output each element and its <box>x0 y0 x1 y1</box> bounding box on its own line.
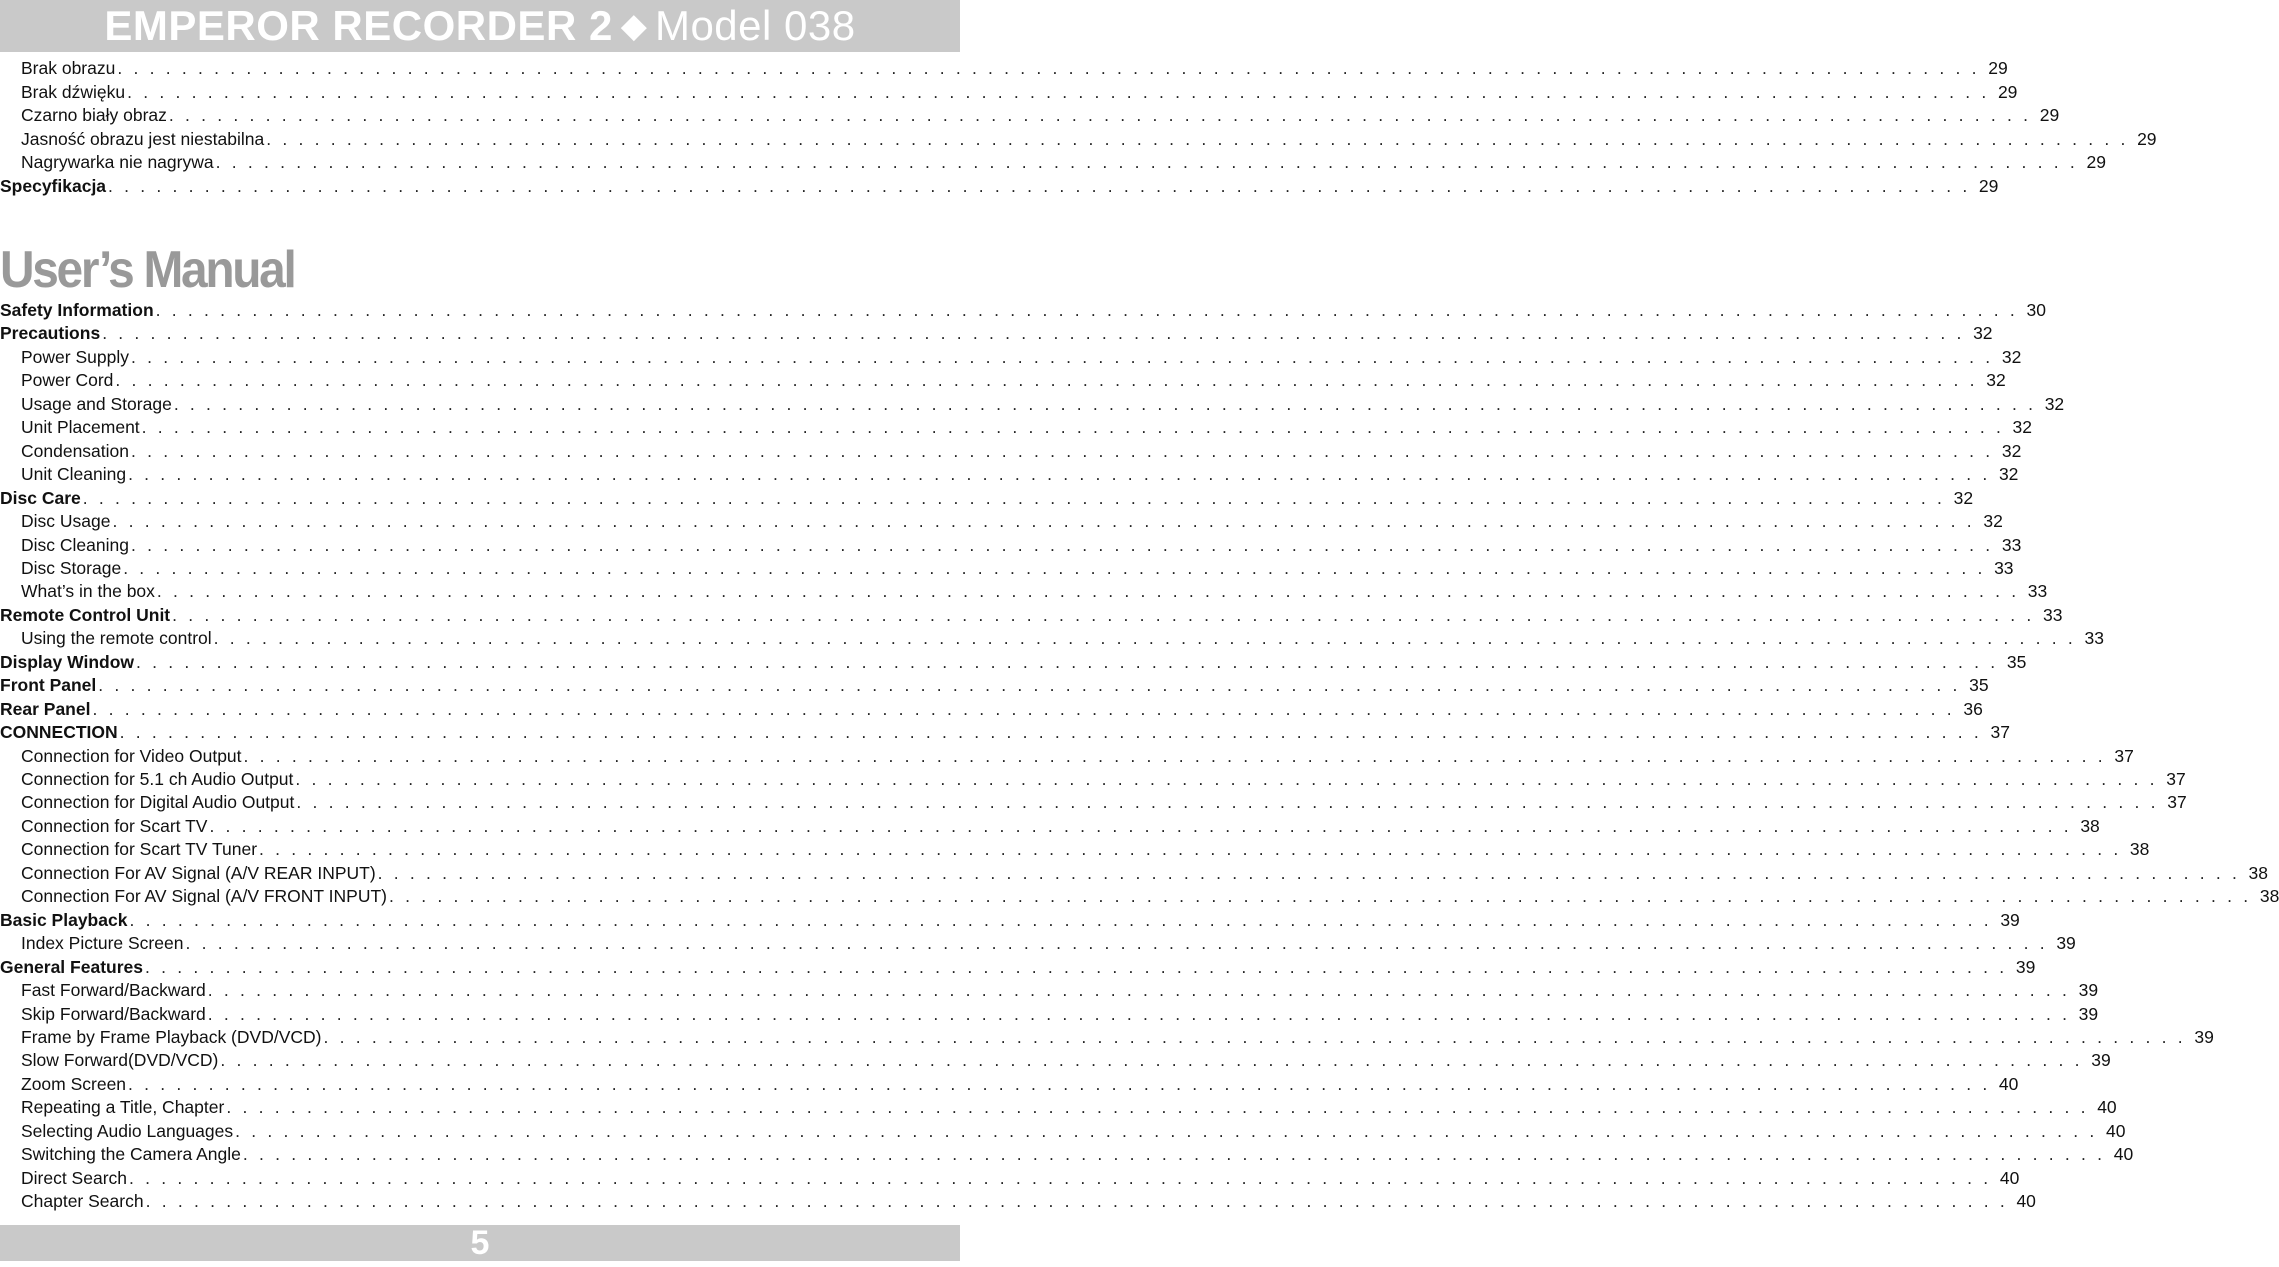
toc-entry-page: 33 <box>2043 604 2063 625</box>
header-title <box>0 3 960 52</box>
model-name: Model 038 <box>654 2 856 49</box>
toc-entry[interactable] <box>0 627 2104 650</box>
toc-entry-label: Brak obrazu <box>21 58 116 78</box>
toc-entry-label: Using the remote control <box>21 628 212 649</box>
toc-entry-label: Disc Usage <box>21 511 111 532</box>
toc-entry[interactable] <box>0 932 2076 955</box>
toc-entry-page: 33 <box>2084 628 2104 649</box>
toc-entry-label: Nagrywarka nie nagrywa <box>21 152 214 172</box>
dot-leader: . . . . . . . . . . . . . . . . . . . . . . . . . . . . . . . . . . . . . . . . . . . . . . . . . . . . . . . . . . . . . . . . . . . . . . . . . . . . . . . . . . . . . . . . . . . . . . . . . . . . . . . . . . . . . . . . . . . . <box>98 675 1961 696</box>
toc-entry[interactable] <box>0 487 1974 510</box>
dot-leader: . . . . . . . . . . . . . . . . . . . . . . . . . . . . . . . . . . . . . . . . . . . . . . . . . . . . . . . . . . . . . . . . . . . . . . . . . . . . . . . . . . . . . . . . . . . . . . . . . . . . . . . . . . . . . . . . . . . . <box>128 1073 1991 1094</box>
toc-entry-label: Front Panel <box>0 675 97 696</box>
toc-entry[interactable] <box>0 1073 2019 1096</box>
toc-entry[interactable] <box>0 1143 2134 1166</box>
toc-entry-label: Power Cord <box>21 370 114 391</box>
toc-entry-page: 29 <box>2086 152 2106 172</box>
toc-entry-label: Direct Search <box>21 1167 128 1188</box>
dot-leader: . . . . . . . . . . . . . . . . . . . . . . . . . . . . . . . . . . . . . . . . . . . . . . . . . . . . . . . . . . . . . . . . . . . . . . . . . . . . . . . . . . . . . . . . . . . . . . . . . . . . . . . . . . . . . . . . . . . . <box>173 393 2037 414</box>
dot-leader: . . . . . . . . . . . . . . . . . . . . . . . . . . . . . . . . . . . . . . . . . . . . . . . . . . . . . . . . . . . . . . . . . . . . . . . . . . . . . . . . . . . . . . . . . . . . . . . . . . . . . . . . . . . . . . . . . . . . <box>145 1191 2008 1212</box>
toc-entry-label: Unit Cleaning <box>21 464 127 485</box>
toc-entry-page: 33 <box>2027 581 2048 602</box>
dot-leader: . . . . . . . . . . . . . . . . . . . . . . . . . . . . . . . . . . . . . . . . . . . . . . . . . . . . . . . . . . . . . . . . . . . . . . . . . . . . . . . . . . . . . . . . . . . . . . . . . . . . . . . . . . . . . . . . . . . . <box>209 815 2072 836</box>
dot-leader: . . . . . . . . . . . . . . . . . . . . . . . . . . . . . . . . . . . . . . . . . . . . . . . . . . . . . . . . . . . . . . . . . . . . . . . . . . . . . . . . . . . . . . . . . . . . . . . . . . . . . . . . . . . . . . . . . . . . <box>242 1144 2106 1165</box>
toc-entry-page: 33 <box>1994 557 2014 578</box>
toc-entry-label: Connection for Scart TV <box>21 815 208 836</box>
toc-entry-label: Connection for Scart TV Tuner <box>21 839 258 860</box>
dot-leader: . . . . . . . . . . . . . . . . . . . . . . . . . . . . . . . . . . . . . . . . . . . . . . . . . . . . . . . . . . . . . . . . . . . . . . . . . . . . . . . . . . . . . . . . . . . . . . . . . . . . . . . . . . . . . . . . . . . . <box>220 1050 2083 1071</box>
dot-leader: . . . . . . . . . . . . . . . . . . . . . . . . . . . . . . . . . . . . . . . . . . . . . . . . . . . . . . . . . . . . . . . . . . . . . . . . . . . . . . . . . . . . . . . . . . . . . . . . . . . . . . . . . . . . . . . . . . . . <box>123 557 1986 578</box>
toc-entry-label: Remote Control Unit <box>0 604 171 625</box>
toc-entry[interactable] <box>0 1003 2099 1026</box>
toc-entry-page: 32 <box>2044 393 2065 414</box>
toc-entry[interactable] <box>0 81 2018 104</box>
dot-leader: . . . . . . . . . . . . . . . . . . . . . . . . . . . . . . . . . . . . . . . . . . . . . . . . . . . . . . . . . . . . . . . . . . . . . . . . . . . . . . . . . . . . . . . . . . . . . . . . . . . . . . . . . . . . . . . . . . . . <box>172 604 2035 625</box>
dot-leader: . . . . . . . . . . . . . . . . . . . . . . . . . . . . . . . . . . . . . . . . . . . . . . . . . . . . . . . . . . . . . . . . . . . . . . . . . . . . . . . . . . . . . . . . . . . . . . . . . . . . . . . . . . . . . . . . . . . . <box>168 105 2032 125</box>
dot-leader: . . . . . . . . . . . . . . . . . . . . . . . . . . . . . . . . . . . . . . . . . . . . . . . . . . . . . . . . . . . . . . . . . . . . . . . . . . . . . . . . . . . . . . . . . . . . . . . . . . . . . . . . . . . . . . . . . . . . <box>129 909 1992 930</box>
toc-entry[interactable] <box>0 885 2279 908</box>
toc-entry-page: 37 <box>2114 745 2134 766</box>
toc-entry-label: Repeating a Title, Chapter <box>21 1097 225 1118</box>
toc-entry-label: What’s in the box <box>21 581 155 602</box>
toc-entry[interactable] <box>0 463 2019 486</box>
dot-leader: . . . . . . . . . . . . . . . . . . . . . . . . . . . . . . . . . . . . . . . . . . . . . . . . . . . . . . . . . . . . . . . . . . . . . . . . . . . . . . . . . . . . . . . . . . . . . . . . . . . . . . . . . . . . . . . . . . . . <box>130 534 1994 555</box>
toc-entry-label: Skip Forward/Backward <box>21 1003 206 1024</box>
toc-entry-page: 40 <box>2106 1120 2126 1141</box>
toc-entry[interactable] <box>0 604 2063 627</box>
dot-leader: . . . . . . . . . . . . . . . . . . . . . . . . . . . . . . . . . . . . . . . . . . . . . . . . . . . . . . . . . . . . . . . . . . . . . . . . . . . . . . . . . . . . . . . . . . . . . . . . . . . . . . . . . . . . . . . . . . . . <box>185 933 2048 954</box>
toc-entry[interactable] <box>0 956 2036 979</box>
toc-entry[interactable] <box>0 1167 2020 1190</box>
dot-leader: . . . . . . . . . . . . . . . . . . . . . . . . . . . . . . . . . . . . . . . . . . . . . . . . . . . . . . . . . . . . . . . . . . . . . . . . . . . . . . . . . . . . . . . . . . . . . . . . . . . . . . . . . . . . . . . . . . . . <box>141 417 2005 438</box>
dot-leader: . . . . . . . . . . . . . . . . . . . . . . . . . . . . . . . . . . . . . . . . . . . . . . . . . . . . . . . . . . . . . . . . . . . . . . . . . . . . . . . . . . . . . . . . . . . . . . . . . . . . . . . . . . . . . . . . . . . . <box>102 323 1965 344</box>
page-footer <box>0 1225 960 1261</box>
toc-entry-label: Safety Information <box>0 300 154 320</box>
toc-entry[interactable] <box>0 745 2134 768</box>
toc-entry-page: 37 <box>1990 722 2010 743</box>
toc-entry[interactable] <box>0 862 2269 885</box>
toc-entry-page: 40 <box>1998 1073 2019 1094</box>
toc-entry-page: 36 <box>1963 698 1983 719</box>
toc-entry[interactable] <box>0 104 2060 127</box>
toc-entry-label: Chapter Search <box>21 1191 144 1212</box>
toc-entry-label: Connection for Video Output <box>21 745 242 766</box>
dot-leader: . . . . . . . . . . . . . . . . . . . . . . . . . . . . . . . . . . . . . . . . . . . . . . . . . . . . . . . . . . . . . . . . . . . . . . . . . . . . . . . . . . . . . . . . . . . . . . . . . . . . . . . . . . . . . . . . . . . . <box>108 175 1971 196</box>
toc-entry-page: 29 <box>1997 81 2018 102</box>
dot-leader: . . . . . . . . . . . . . . . . . . . . . . . . . . . . . . . . . . . . . . . . . . . . . . . . . . . . . . . . . . . . . . . . . . . . . . . . . . . . . . . . . . . . . . . . . . . . . . . . . . . . . . . . . . . . . . . . . . . . <box>207 1003 2071 1024</box>
toc-entry-page: 39 <box>2194 1026 2214 1047</box>
toc-entry-page: 39 <box>2000 909 2020 930</box>
toc-entry-page: 38 <box>2259 886 2279 907</box>
toc-entry-page: 32 <box>2012 417 2033 438</box>
dot-leader: . . . . . . . . . . . . . . . . . . . . . . . . . . . . . . . . . . . . . . . . . . . . . . . . . . . . . . . . . . . . . . . . . . . . . . . . . . . . . . . . . . . . . . . . . . . . . . . . . . . . . . . . . . . . . . . . . . . . <box>323 1026 2186 1047</box>
toc-entry-page: 39 <box>2078 1003 2099 1024</box>
toc-entry-page: 40 <box>2097 1097 2117 1118</box>
dot-leader: . . . . . . . . . . . . . . . . . . . . . . . . . . . . . . . . . . . . . . . . . . . . . . . . . . . . . . . . . . . . . . . . . . . . . . . . . . . . . . . . . . . . . . . . . . . . . . . . . . . . . . . . . . . . . . . . . . . . <box>389 886 2252 907</box>
toc-entry[interactable] <box>0 838 2150 861</box>
toc-entry-label: Specyfikacja <box>0 175 107 196</box>
dot-leader: . . . . . . . . . . . . . . . . . . . . . . . . . . . . . . . . . . . . . . . . . . . . . . . . . . . . . . . . . . . . . . . . . . . . . . . . . . . . . . . . . . . . . . . . . . . . . . . . . . . . . . . . . . . . . . . . . . . . <box>92 698 1955 719</box>
toc-entry-page: 40 <box>1999 1167 2020 1188</box>
toc-entry-label: Brak dźwięku <box>21 81 126 102</box>
toc-entry[interactable] <box>0 175 1999 198</box>
dot-leader: . . . . . . . . . . . . . . . . . . . . . . . . . . . . . . . . . . . . . . . . . . . . . . . . . . . . . . . . . . . . . . . . . . . . . . . . . . . . . . . . . . . . . . . . . . . . . . . . . . . . . . . . . . . . . . . . . . . . <box>295 769 2158 789</box>
dot-leader: . . . . . . . . . . . . . . . . . . . . . . . . . . . . . . . . . . . . . . . . . . . . . . . . . . . . . . . . . . . . . . . . . . . . . . . . . . . . . . . . . . . . . . . . . . . . . . . . . . . . . . . . . . . . . . . . . . . . <box>215 152 2078 172</box>
toc-entry-page: 29 <box>1988 58 2008 78</box>
toc-entry-label: Zoom Screen <box>21 1073 127 1094</box>
dot-leader: . . . . . . . . . . . . . . . . . . . . . . . . . . . . . . . . . . . . . . . . . . . . . . . . . . . . . . . . . . . . . . . . . . . . . . . . . . . . . . . . . . . . . . . . . . . . . . . . . . . . . . . . . . . . . . . . . . . . <box>117 58 1980 78</box>
toc-entry-page: 30 <box>2026 300 2046 320</box>
toc-entry-page: 29 <box>1978 175 1999 196</box>
toc-entry-page: 39 <box>2078 980 2099 1001</box>
toc-entry-label: Disc Storage <box>21 557 122 578</box>
toc-entry[interactable] <box>0 299 2046 322</box>
toc-entry[interactable] <box>0 1120 2126 1143</box>
toc-entry-page: 32 <box>1953 487 1974 508</box>
toc-entry[interactable] <box>0 57 2008 80</box>
toc-entry[interactable] <box>0 1096 2117 1119</box>
toc-entry-label: Usage and Storage <box>21 393 172 414</box>
toc-entry[interactable] <box>0 557 2014 580</box>
dot-leader: . . . . . . . . . . . . . . . . . . . . . . . . . . . . . . . . . . . . . . . . . . . . . . . . . . . . . . . . . . . . . . . . . . . . . . . . . . . . . . . . . . . . . . . . . . . . . . . . . . . . . . . . . . . . . . . . . . . . <box>130 346 1994 367</box>
dot-leader: . . . . . . . . . . . . . . . . . . . . . . . . . . . . . . . . . . . . . . . . . . . . . . . . . . . . . . . . . . . . . . . . . . . . . . . . . . . . . . . . . . . . . . . . . . . . . . . . . . . . . . . . . . . . . . . . . . . . <box>259 839 2122 860</box>
toc-entry-label: CONNECTION <box>0 722 118 743</box>
dot-leader: . . . . . . . . . . . . . . . . . . . . . . . . . . . . . . . . . . . . . . . . . . . . . . . . . . . . . . . . . . . . . . . . . . . . . . . . . . . . . . . . . . . . . . . . . . . . . . . . . . . . . . . . . . . . . . . . . . . . <box>115 370 1978 391</box>
dot-leader: . . . . . . . . . . . . . . . . . . . . . . . . . . . . . . . . . . . . . . . . . . . . . . . . . . . . . . . . . . . . . . . . . . . . . . . . . . . . . . . . . . . . . . . . . . . . . . . . . . . . . . . . . . . . . . . . . . . . <box>155 300 2018 320</box>
page-number: 5 <box>470 1224 490 1262</box>
toc-entry-page: 39 <box>2091 1050 2111 1071</box>
toc-entry-label: General Features <box>0 956 143 977</box>
toc-entry[interactable] <box>0 674 1989 697</box>
toc-entry-page: 32 <box>2001 346 2022 367</box>
toc-entry-page: 35 <box>1969 675 1989 696</box>
toc-entry-page: 35 <box>2006 651 2027 672</box>
toc-entry-label: Basic Playback <box>0 909 128 930</box>
dot-leader: . . . . . . . . . . . . . . . . . . . . . . . . . . . . . . . . . . . . . . . . . . . . . . . . . . . . . . . . . . . . . . . . . . . . . . . . . . . . . . . . . . . . . . . . . . . . . . . . . . . . . . . . . . . . . . . . . . . . <box>377 862 2241 883</box>
toc-entry-label: Connection For AV Signal (A/V REAR INPUT) <box>21 862 376 883</box>
toc-entry-page: 29 <box>2039 105 2060 125</box>
dot-leader: . . . . . . . . . . . . . . . . . . . . . . . . . . . . . . . . . . . . . . . . . . . . . . . . . . . . . . . . . . . . . . . . . . . . . . . . . . . . . . . . . . . . . . . . . . . . . . . . . . . . . . . . . . . . . . . . . . . . <box>112 511 1975 532</box>
toc-entry[interactable] <box>0 346 2022 369</box>
toc-entry[interactable] <box>0 128 2157 151</box>
toc-entry-page: 33 <box>2001 534 2022 555</box>
toc-entry-label: Switching the Camera Angle <box>21 1144 241 1165</box>
dot-leader: . . . . . . . . . . . . . . . . . . . . . . . . . . . . . . . . . . . . . . . . . . . . . . . . . . . . . . . . . . . . . . . . . . . . . . . . . . . . . . . . . . . . . . . . . . . . . . . . . . . . . . . . . . . . . . . . . . . . <box>144 956 2008 977</box>
toc-entry[interactable] <box>0 322 1993 345</box>
toc-entry-label: Disc Cleaning <box>21 534 129 555</box>
toc-entry-page: 40 <box>2113 1144 2134 1165</box>
toc-entry-label: Unit Placement <box>21 417 140 438</box>
toc-entry[interactable] <box>0 979 2099 1002</box>
dot-leader: . . . . . . . . . . . . . . . . . . . . . . . . . . . . . . . . . . . . . . . . . . . . . . . . . . . . . . . . . . . . . . . . . . . . . . . . . . . . . . . . . . . . . . . . . . . . . . . . . . . . . . . . . . . . . . . . . . . . <box>243 745 2106 766</box>
toc-entry[interactable] <box>0 768 2186 791</box>
toc-entry-label: Precautions <box>0 323 101 344</box>
toc-entry-label: Slow Forward(DVD/VCD) <box>21 1050 219 1071</box>
toc-entry-page: 38 <box>2080 815 2100 836</box>
toc-entry[interactable] <box>0 791 2187 814</box>
toc-entry-label: Connection For AV Signal (A/V FRONT INPUT) <box>21 886 387 907</box>
toc-entry-label: Czarno biały obraz <box>21 105 167 125</box>
dot-leader: . . . . . . . . . . . . . . . . . . . . . . . . . . . . . . . . . . . . . . . . . . . . . . . . . . . . . . . . . . . . . . . . . . . . . . . . . . . . . . . . . . . . . . . . . . . . . . . . . . . . . . . . . . . . . . . . . . . . <box>156 581 2020 602</box>
toc-entry[interactable] <box>0 369 2006 392</box>
toc-entry[interactable] <box>0 510 2003 533</box>
dot-leader: . . . . . . . . . . . . . . . . . . . . . . . . . . . . . . . . . . . . . . . . . . . . . . . . . . . . . . . . . . . . . . . . . . . . . . . . . . . . . . . . . . . . . . . . . . . . . . . . . . . . . . . . . . . . . . . . . . . . <box>129 1167 1992 1188</box>
toc-entry-label: Connection for Digital Audio Output <box>21 792 295 813</box>
toc-entry[interactable] <box>0 1190 2036 1213</box>
dot-leader: . . . . . . . . . . . . . . . . . . . . . . . . . . . . . . . . . . . . . . . . . . . . . . . . . . . . . . . . . . . . . . . . . . . . . . . . . . . . . . . . . . . . . . . . . . . . . . . . . . . . . . . . . . . . . . . . . . . . <box>136 651 1999 672</box>
toc-entry[interactable] <box>0 815 2100 838</box>
toc-entry[interactable] <box>0 440 2022 463</box>
toc-entry-page: 32 <box>1986 370 2006 391</box>
dot-leader: . . . . . . . . . . . . . . . . . . . . . . . . . . . . . . . . . . . . . . . . . . . . . . . . . . . . . . . . . . . . . . . . . . . . . . . . . . . . . . . . . . . . . . . . . . . . . . . . . . . . . . . . . . . . . . . . . . . . <box>82 487 1946 508</box>
dot-leader: . . . . . . . . . . . . . . . . . . . . . . . . . . . . . . . . . . . . . . . . . . . . . . . . . . . . . . . . . . . . . . . . . . . . . . . . . . . . . . . . . . . . . . . . . . . . . . . . . . . . . . . . . . . . . . . . . . . . <box>296 792 2159 813</box>
toc-entry-label: Power Supply <box>21 346 129 367</box>
toc-entry-label: Fast Forward/Backward <box>21 980 206 1001</box>
toc-entry-page: 38 <box>2248 862 2269 883</box>
toc-entry-page: 37 <box>2166 769 2186 789</box>
toc-entry[interactable] <box>0 651 2027 674</box>
page-header <box>0 0 960 52</box>
toc-entry-page: 37 <box>2167 792 2187 813</box>
toc-entry-label: Rear Panel <box>0 698 91 719</box>
toc-entry-label: Index Picture Screen <box>21 933 184 954</box>
toc-entry-label: Condensation <box>21 440 129 461</box>
toc-entry[interactable] <box>0 534 2022 557</box>
toc-entry-page: 38 <box>2129 839 2150 860</box>
toc-entry-page: 40 <box>2016 1191 2036 1212</box>
dot-leader: . . . . . . . . . . . . . . . . . . . . . . . . . . . . . . . . . . . . . . . . . . . . . . . . . . . . . . . . . . . . . . . . . . . . . . . . . . . . . . . . . . . . . . . . . . . . . . . . . . . . . . . . . . . . . . . . . . . . <box>119 722 1982 743</box>
toc-entry[interactable] <box>0 909 2020 932</box>
toc-entry[interactable] <box>0 1026 2214 1049</box>
toc-entry[interactable] <box>0 393 2065 416</box>
toc-entry-page: 39 <box>2015 956 2036 977</box>
toc-entry-page: 32 <box>1973 323 1993 344</box>
dot-leader: . . . . . . . . . . . . . . . . . . . . . . . . . . . . . . . . . . . . . . . . . . . . . . . . . . . . . . . . . . . . . . . . . . . . . . . . . . . . . . . . . . . . . . . . . . . . . . . . . . . . . . . . . . . . . . . . . . . . <box>213 628 2076 649</box>
toc-entry-page: 39 <box>2056 933 2076 954</box>
dot-leader: . . . . . . . . . . . . . . . . . . . . . . . . . . . . . . . . . . . . . . . . . . . . . . . . . . . . . . . . . . . . . . . . . . . . . . . . . . . . . . . . . . . . . . . . . . . . . . . . . . . . . . . . . . . . . . . . . . . . <box>207 980 2071 1001</box>
toc-entry-label: Display Window <box>0 651 135 672</box>
toc-entry[interactable] <box>0 1049 2111 1072</box>
toc-entry[interactable] <box>0 721 2010 744</box>
toc-entry-label: Connection for 5.1 ch Audio Output <box>21 769 294 789</box>
toc-entry-page: 32 <box>1983 511 2003 532</box>
toc-entry-page: 29 <box>2137 128 2157 149</box>
toc-entry-page: 32 <box>1998 464 2019 485</box>
toc-entry-label: Disc Care <box>0 487 81 508</box>
dot-leader: . . . . . . . . . . . . . . . . . . . . . . . . . . . . . . . . . . . . . . . . . . . . . . . . . . . . . . . . . . . . . . . . . . . . . . . . . . . . . . . . . . . . . . . . . . . . . . . . . . . . . . . . . . . . . . . . . . . . <box>226 1097 2089 1118</box>
toc-entry-label: Selecting Audio Languages <box>21 1120 234 1141</box>
brand-name: EMPEROR RECORDER 2 <box>104 2 613 49</box>
diamond-separator-icon: ◆ <box>620 7 647 45</box>
dot-leader: . . . . . . . . . . . . . . . . . . . . . . . . . . . . . . . . . . . . . . . . . . . . . . . . . . . . . . . . . . . . . . . . . . . . . . . . . . . . . . . . . . . . . . . . . . . . . . . . . . . . . . . . . . . . . . . . . . . . <box>131 440 1994 461</box>
dot-leader: . . . . . . . . . . . . . . . . . . . . . . . . . . . . . . . . . . . . . . . . . . . . . . . . . . . . . . . . . . . . . . . . . . . . . . . . . . . . . . . . . . . . . . . . . . . . . . . . . . . . . . . . . . . . . . . . . . . . <box>128 464 1991 485</box>
toc-entry-page: 32 <box>2001 440 2022 461</box>
toc-entry-label: Frame by Frame Playback (DVD/VCD) <box>21 1026 322 1047</box>
toc-entry[interactable] <box>0 416 2033 439</box>
toc-entry[interactable] <box>0 580 2048 603</box>
dot-leader: . . . . . . . . . . . . . . . . . . . . . . . . . . . . . . . . . . . . . . . . . . . . . . . . . . . . . . . . . . . . . . . . . . . . . . . . . . . . . . . . . . . . . . . . . . . . . . . . . . . . . . . . . . . . . . . . . . . . <box>235 1120 2098 1141</box>
dot-leader: . . . . . . . . . . . . . . . . . . . . . . . . . . . . . . . . . . . . . . . . . . . . . . . . . . . . . . . . . . . . . . . . . . . . . . . . . . . . . . . . . . . . . . . . . . . . . . . . . . . . . . . . . . . . . . . . . . . . <box>266 128 2129 149</box>
toc-entry[interactable] <box>0 151 2106 174</box>
section-title: User’s Manual <box>0 241 295 299</box>
dot-leader: . . . . . . . . . . . . . . . . . . . . . . . . . . . . . . . . . . . . . . . . . . . . . . . . . . . . . . . . . . . . . . . . . . . . . . . . . . . . . . . . . . . . . . . . . . . . . . . . . . . . . . . . . . . . . . . . . . . . <box>127 81 1990 102</box>
toc-entry-label: Jasność obrazu jest niestabilna <box>21 128 265 149</box>
toc-entry[interactable] <box>0 698 1983 721</box>
